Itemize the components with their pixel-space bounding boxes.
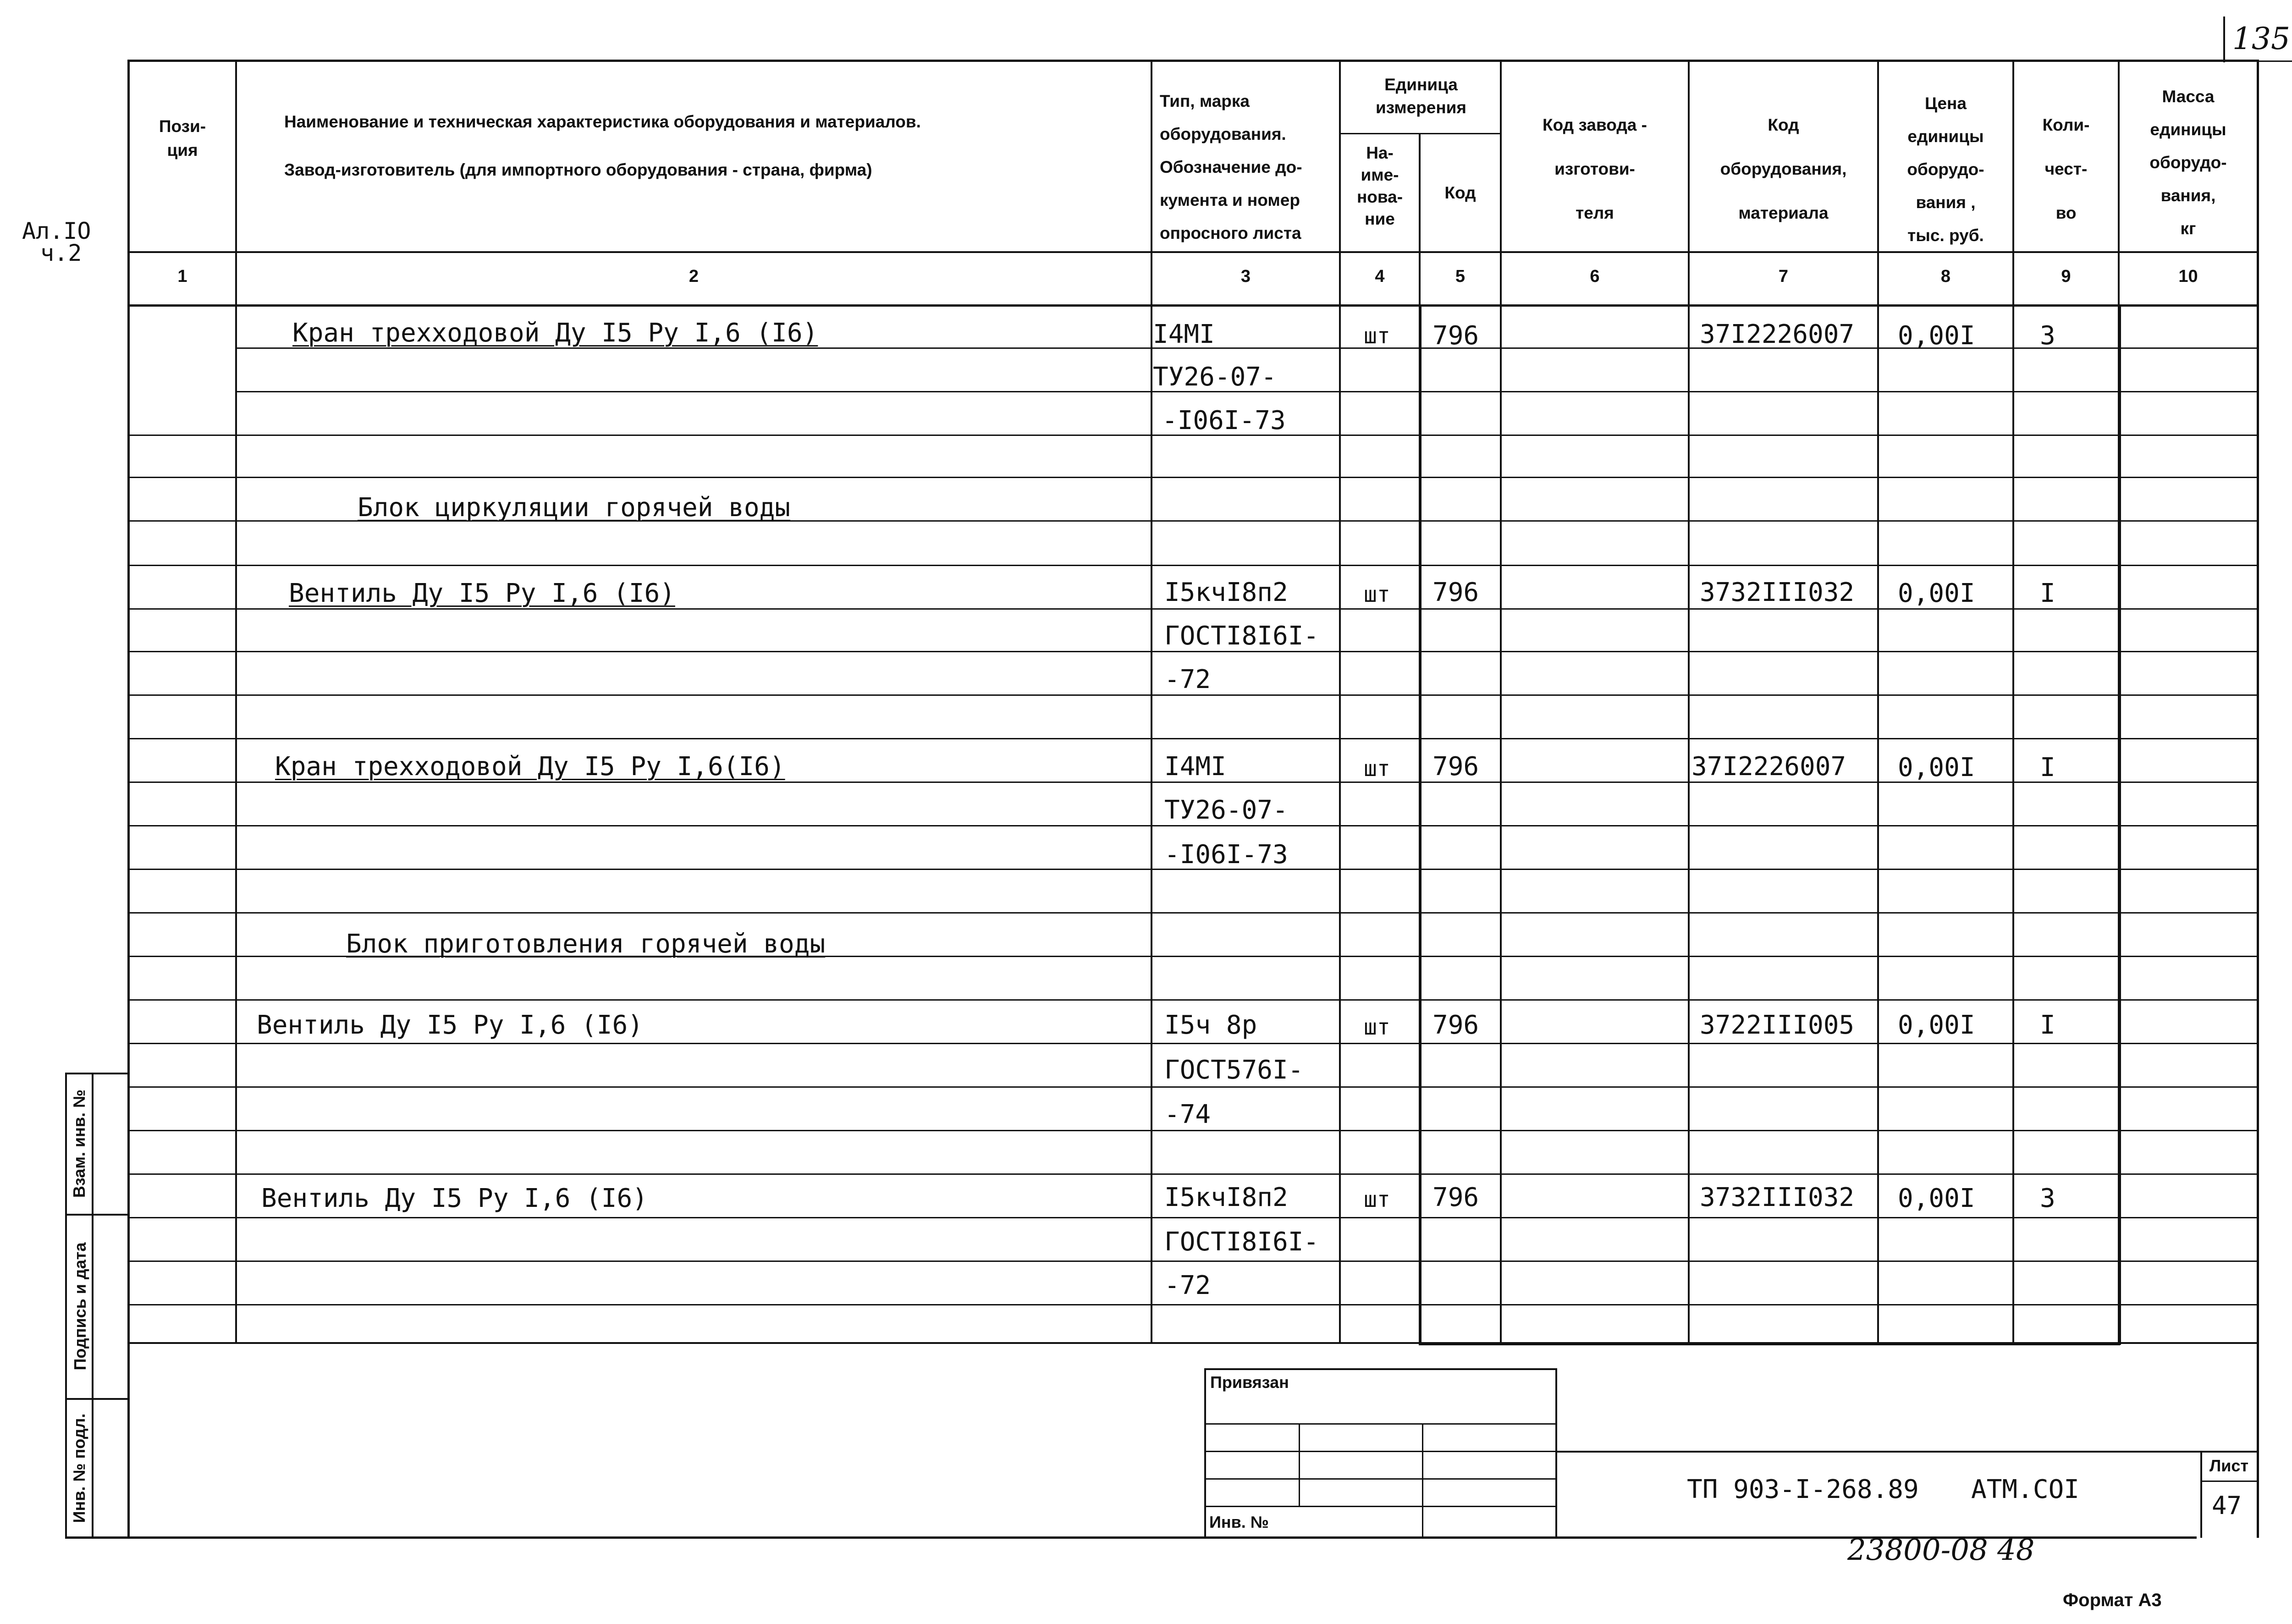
doc-number: ТП 903-I-268.89 — [1687, 1475, 1919, 1504]
item-unit-code: 796 — [1432, 321, 1479, 351]
side-label — [22, 220, 91, 264]
header-col1: Пози- ция — [159, 117, 206, 160]
sheet-label: Лист — [2209, 1456, 2249, 1475]
header-col6: Код завода - изготови- теля — [1543, 116, 1647, 222]
header-col3: Тип, марка оборудования. Обозначение до- кумента и номер опросного листа — [1160, 92, 1302, 242]
item-type: ГОСТ576I- — [1164, 1055, 1304, 1085]
header-col2-line2: Завод-изготовитель (для импортного оборудования - страна, фирма) — [284, 160, 872, 179]
header-col5: Код — [1444, 183, 1476, 202]
item-qty: 3 — [2040, 1184, 2055, 1213]
item-type: -74 — [1164, 1100, 1211, 1129]
header-col4: На- име- нова- ние — [1356, 143, 1403, 228]
item-unit: шт — [1364, 1014, 1390, 1040]
side-label-line2: ч.2 — [40, 240, 82, 266]
item-price: 0,00I — [1898, 1010, 1975, 1040]
header-col8: Цена единицы оборудо- вания , тыс. руб. — [1907, 94, 1984, 245]
item-type: ГОСТI8I6I- — [1164, 1227, 1319, 1257]
item-qty: I — [2040, 753, 2055, 782]
col-number-6: 6 — [1590, 267, 1600, 286]
item-price: 0,00I — [1898, 578, 1975, 608]
item-unit-code: 796 — [1432, 752, 1479, 782]
stamp-inv: Инв. № — [1209, 1513, 1269, 1531]
header-col2-line1: Наименование и техническая характеристика оборудования и материалов. — [284, 112, 921, 131]
section-title: Блок циркуляции горячей воды — [358, 493, 791, 523]
item-code: 3722III005 — [1700, 1010, 1855, 1040]
header-col7: Код оборудования, материала — [1720, 116, 1847, 222]
item-unit-code: 796 — [1432, 1183, 1479, 1212]
stamp-bound: Привязан — [1210, 1373, 1289, 1392]
sheet-number: 47 — [2212, 1491, 2242, 1520]
header-unit-group: Единица измерения — [1375, 75, 1467, 117]
item-code: 3732III032 — [1700, 578, 1855, 607]
item-unit: шт — [1364, 1187, 1390, 1212]
side-label-line1: Ал.IO — [22, 218, 91, 244]
item-unit: шт — [1364, 323, 1390, 349]
item-name: Кран трехходовой Ду I5 Ру I,6 (I6) — [292, 318, 818, 348]
page-number: 135 — [2232, 21, 2290, 56]
item-name: Вентиль Ду I5 Ру I,6 (I6) — [289, 578, 675, 608]
item-name: Вентиль Ду I5 Ру I,6 (I6) — [257, 1010, 643, 1040]
item-qty: I — [2040, 1010, 2055, 1040]
col-number-8: 8 — [1940, 267, 1951, 286]
item-price: 0,00I — [1898, 321, 1975, 351]
item-qty: I — [2040, 578, 2055, 608]
item-type: I5кчI8п2 — [1164, 1183, 1288, 1212]
item-type: I4MI — [1164, 752, 1226, 782]
item-unit-code: 796 — [1432, 578, 1479, 607]
item-qty: 3 — [2040, 321, 2055, 351]
section-title: Блок приготовления горячей воды — [346, 929, 826, 959]
item-type: -I06I-73 — [1162, 406, 1286, 435]
col-number-3: 3 — [1240, 267, 1251, 286]
margin-label-signature-date: Подпись и дата — [71, 1242, 89, 1371]
item-price: 0,00I — [1898, 1184, 1975, 1213]
item-unit: шт — [1364, 582, 1390, 607]
col-number-10: 10 — [2178, 267, 2198, 286]
footer-handwritten-number: 23800-08 48 — [1847, 1533, 2035, 1567]
header-col9: Коли- чест- во — [2042, 116, 2090, 222]
item-name: Кран трехходовой Ду I5 Ру I,6(I6) — [275, 752, 785, 782]
doc-code: АТМ.СОI — [1971, 1475, 2080, 1504]
col-number-1: 1 — [177, 267, 187, 286]
item-price: 0,00I — [1898, 753, 1975, 782]
item-type: ТУ26-07- — [1164, 795, 1288, 825]
col-number-9: 9 — [2061, 267, 2071, 286]
col-number-7: 7 — [1778, 267, 1789, 286]
item-type: -I06I-73 — [1164, 840, 1288, 870]
item-code: 37I2226007 — [1700, 319, 1855, 349]
item-type: -72 — [1164, 665, 1211, 694]
item-name: Вентиль Ду I5 Ру I,6 (I6) — [261, 1184, 648, 1213]
col-number-4: 4 — [1375, 267, 1385, 286]
item-code: 37I2226007 — [1691, 752, 1846, 782]
item-type: ТУ26-07- — [1153, 362, 1277, 392]
format-label: Формат А3 — [2063, 1590, 2162, 1610]
item-unit-code: 796 — [1432, 1010, 1479, 1040]
item-type: -72 — [1164, 1271, 1211, 1300]
item-type: I5кчI8п2 — [1164, 578, 1288, 607]
item-type: I4MI — [1153, 319, 1215, 349]
item-type: I5ч 8р — [1164, 1010, 1257, 1040]
item-unit: шт — [1364, 756, 1390, 782]
item-type: ГОСТI8I6I- — [1164, 621, 1319, 651]
margin-label-inv-original: Инв. № подл. — [70, 1413, 88, 1523]
item-code: 3732III032 — [1700, 1183, 1855, 1212]
col-number-2: 2 — [689, 267, 699, 286]
margin-label-replace-inv: Взам. инв. № — [70, 1089, 88, 1198]
header-col10: Масса единицы оборудо- вания, кг — [2149, 87, 2227, 238]
col-number-5: 5 — [1455, 267, 1466, 286]
